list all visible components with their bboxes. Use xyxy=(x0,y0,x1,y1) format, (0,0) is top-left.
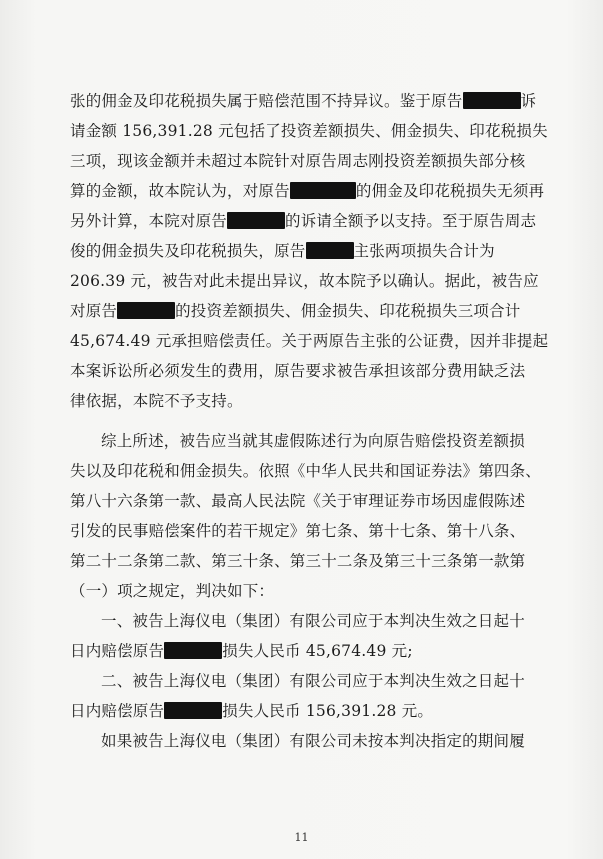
text-line: 张的佣金及印花税损失属于赔偿范围不持异议。鉴于原告 诉 xyxy=(70,92,537,110)
text-line: 俊的佣金损失及印花税损失，原告 主张两项损失合计为 xyxy=(70,242,495,260)
text-line: 一、被告上海仪电（集团）有限公司应于本判决生效之日起十 xyxy=(101,612,525,630)
text-line: 二、被告上海仪电（集团）有限公司应于本判决生效之日起十 xyxy=(101,672,525,690)
text-line: 另外计算，本院对原告 的诉请全额予以支持。至于原告周志 xyxy=(70,212,537,230)
text-line: 引发的民事赔偿案件的若干规定》第七条、第十七条、第十八条、 xyxy=(70,522,526,540)
text-line: 对原告 的投资差额损失、佣金损失、印花税损失三项合计 xyxy=(70,302,521,320)
redaction-block xyxy=(117,302,175,319)
page-number: 11 xyxy=(294,831,309,844)
text-line: 45,674.49 元承担赔偿责任。关于两原告主张的公证费，因并非提起 xyxy=(70,332,549,350)
redaction-block xyxy=(463,92,521,109)
redaction-block xyxy=(164,642,222,659)
redaction-block xyxy=(164,702,222,719)
text-line: （一）项之规定，判决如下： xyxy=(70,582,275,600)
text-line: 日内赔偿原告 损失人民币 45,674.49 元; xyxy=(70,642,413,660)
text-line: 律依据，本院不予支持。 xyxy=(70,392,243,410)
text-line: 算的金额，故本院认为，对原告 的佣金及印花税损失无须再 xyxy=(70,182,545,200)
redaction-block xyxy=(306,242,354,259)
text-line: 综上所述，被告应当就其虚假陈述行为向原告赔偿投资差额损 xyxy=(101,432,525,450)
text-line: 第八十六条第一款、最高人民法院《关于审理证券市场因虚假陈述 xyxy=(70,492,526,510)
text-line: 三项，现该金额并未超过本院针对原告周志刚投资差额损失部分核 xyxy=(70,152,526,170)
text-line: 如果被告上海仪电（集团）有限公司未按本判决指定的期间履 xyxy=(101,732,525,750)
text-line: 本案诉讼所必须发生的费用，原告要求被告承担该部分费用缺乏法 xyxy=(70,362,526,380)
redaction-block xyxy=(290,182,356,199)
text-line: 日内赔偿原告 损失人民币 156,391.28 元。 xyxy=(70,702,434,720)
text-line: 206.39 元，被告对此未提出异议，故本院予以确认。据此，被告应 xyxy=(70,272,539,290)
text-line: 失以及印花税和佣金损失。依照《中华人民共和国证券法》第四条、 xyxy=(70,462,542,480)
redaction-block xyxy=(227,212,285,229)
text-line: 请金额 156,391.28 元包括了投资差额损失、佣金损失、印花税损失 xyxy=(70,122,548,140)
text-line: 第二十二条第二款、第三十条、第三十二条及第三十三条第一款第 xyxy=(70,552,526,570)
